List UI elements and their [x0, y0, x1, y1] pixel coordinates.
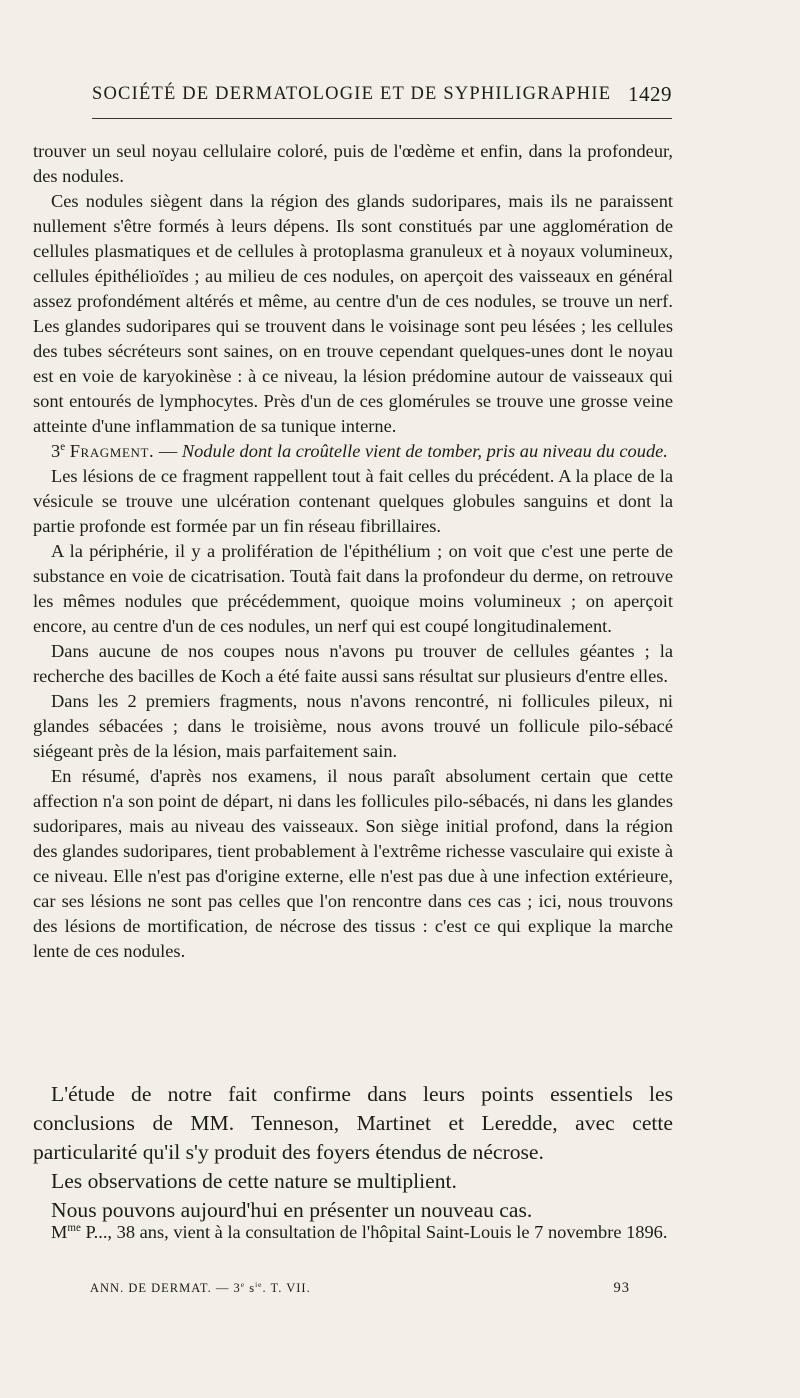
article-body [33, 139, 673, 964]
running-title: SOCIÉTÉ DE DERMATOLOGIE ET DE SYPHILIGRAPHIE [92, 84, 612, 104]
fragment-ordinal-sup: e [60, 440, 66, 453]
footer-volume: . T. VII. [262, 1281, 311, 1295]
paragraph-7: En résumé, d'après nos examens, il nous paraît absolument certain que cette affection n'a son point de départ, ni dans les follicules pilo-sébacés, ni dans les glandes sudoripares, mais au niveau des vaisseaux. Son siège initial profond, dans la région des glandes sudoripares, tient probablement à l'extrême richesse vasculaire qui existe à ce niveau. Elle n'est pas d'origine externe, elle n'est pas due à une infection extérieure, car ses lésions ne sont pas celles que l'on rencontre dans ces cas ; ici, nous trouvons des lésions de mortification, de nécrose des tissus : c'est ce qui explique la marche lente de ces nodules. [33, 766, 673, 961]
signature-number: 93 [613, 1280, 630, 1296]
fragment-title: Nodule dont la croûtelle vient de tomber, pris au niveau du coude. [181, 441, 668, 461]
page-footer [90, 1278, 630, 1298]
case-title-sup: me [67, 1221, 81, 1234]
paragraph-5: Dans aucune de nos coupes nous n'avons pu trouver de cellules géantes ; la recherche des bacilles de Koch a été faite aussi sans résultat sur plusieurs d'entre elles. [33, 641, 673, 686]
conclusion-paragraph-2: Les observations de cette nature se multiplient. [51, 1169, 457, 1193]
footer-series: s [245, 1281, 256, 1295]
case-section [33, 1220, 673, 1245]
case-text: P..., 38 ans, vient à la consultation de l'hôpital Saint-Louis le 7 novembre 1896. [80, 1222, 668, 1242]
conclusion-paragraph-3: Nous pouvons aujourd'hui en présenter un nouveau cas. [51, 1198, 533, 1222]
paragraph-3: Les lésions de ce fragment rappellent tout à fait celles du précédent. A la place de la vésicule se trouve une ulcération contenant quelques globules sanguins et dont la partie profonde est formée par un fin réseau fibrillaires. [33, 466, 673, 536]
running-header [92, 78, 672, 110]
conclusion-paragraph-1: L'étude de notre fait confirme dans leurs points essentiels les conclusions de MM. Tenneson, Martinet et Leredde, avec cette particularité qu'il s'y produit des foyers étendus de nécrose. [33, 1082, 673, 1164]
fragment-heading [33, 439, 673, 464]
fragment-label: Fragment. [69, 441, 155, 461]
footer-journal: ANN. DE DERMAT. — 3 [90, 1281, 241, 1295]
paragraph-6: Dans les 2 premiers fragments, nous n'avons rencontré, ni follicules pileux, ni glandes sébacées ; dans le troisième, nous avons trouvé un follicule pilo-sébacé siégeant près de la lésion, mais parfaitement sain. [33, 691, 673, 761]
paragraph-2: Ces nodules siègent dans la région des glands sudoripares, mais ils ne paraissent nullement s'être formés à leurs dépens. Ils sont constitués par une agglomération de cellules plasmatiques et de cellules à protoplasma granuleux et à noyaux volumineux, cellules épithélioïdes ; au milieu de ces nodules, on aperçoit des vaisseaux en général assez profondément altérés et même, au centre d'un de ces nodules, se trouve un nerf. Les glandes sudoripares qui se trouvent dans le voisinage sont peu lésées ; les cellules des tubes sécréteurs sont saines, on en trouve cependant quelques-unes dont le noyau est en voie de karyokinèse : à ce niveau, la lésion prédomine autour de vaisseaux qui sont entourés de lymphocytes. Près d'un de ces glomérules se trouve une grosse veine atteinte d'une inflammation de sa tunique interne. [33, 191, 673, 436]
page-number: 1429 [628, 82, 672, 106]
footer-sup-1: e [240, 1279, 246, 1289]
paragraph-1: trouver un seul noyau cellulaire coloré, puis de l'œdème et enfin, dans la profondeur, des nodules. [33, 141, 673, 186]
fragment-number: 3 [51, 441, 61, 461]
case-title-prefix: M [51, 1222, 68, 1242]
conclusion-section [33, 1080, 673, 1225]
footer-citation [90, 1278, 311, 1298]
case-paragraph [33, 1220, 673, 1245]
paragraph-4: A la périphérie, il y a prolifération de l'épithélium ; on voit que c'est une perte de substance en voie de cicatrisation. Toutà fait dans la profondeur du derme, on retrouve les mêmes nodules que précédemment, quoique moins volumineux ; on aperçoit encore, au centre d'un de ces nodules, un nerf qui est coupé longitudinalement. [33, 541, 673, 636]
footer-sup-2: ie [255, 1279, 263, 1289]
header-rule [92, 118, 672, 119]
fragment-dash: — [154, 441, 182, 461]
